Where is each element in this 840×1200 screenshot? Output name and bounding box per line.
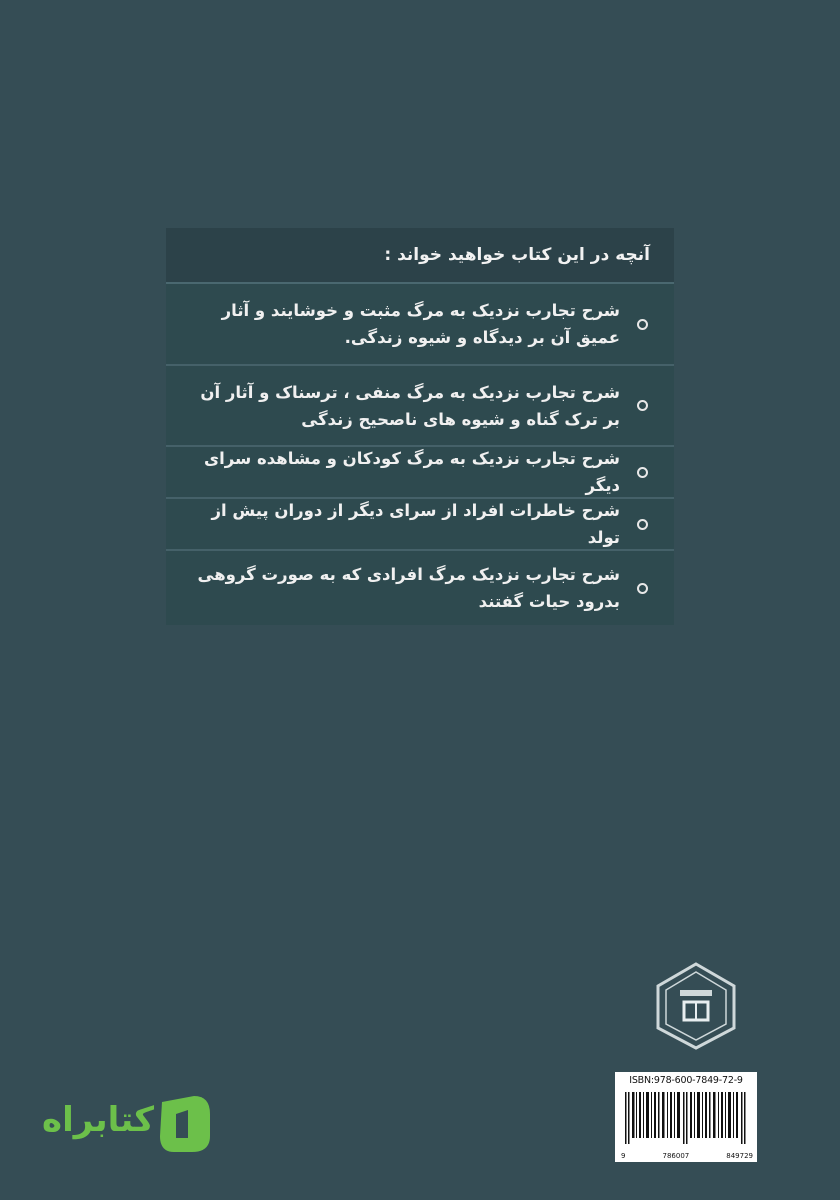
publisher-logo-icon	[650, 960, 742, 1052]
list-item-text: شرح تجارب نزدیک به مرگ منفی ، ترسناک و آثار آن بر ترک گناه و شیوه های ناصحیح زندگی	[200, 382, 620, 429]
barcode-digit-right: 849729	[726, 1152, 753, 1160]
bullet-icon	[634, 584, 650, 593]
bullet-icon	[634, 401, 650, 410]
list-item	[166, 447, 674, 499]
bullet-icon	[634, 320, 650, 329]
contents-panel	[166, 228, 674, 625]
list-item-text: شرح تجارب نزدیک مرگ افرادی که به صورت گروهی بدرود حیات گفتند	[197, 565, 620, 611]
list-item	[166, 551, 674, 625]
isbn-label: ISBN:978-600-7849-72-9	[629, 1075, 743, 1086]
list-item	[166, 366, 674, 447]
barcode-digit-left: 9	[621, 1152, 626, 1160]
list-item-text: شرح خاطرات افراد از سرای دیگر از دوران پیش از تولد	[211, 501, 620, 547]
contents-title: آنچه در این کتاب خواهید خواند :	[166, 228, 674, 284]
barcode	[615, 1072, 757, 1162]
list-item-text: شرح تجارب نزدیک به مرگ کودکان و مشاهده سرای دیگر	[203, 449, 620, 495]
ketabrah-logo	[42, 1092, 218, 1156]
bullet-icon	[634, 520, 650, 529]
barcode-digit-mid: 786007	[662, 1152, 690, 1160]
list-item-text: شرح تجارب نزدیک به مرگ مثبت و خوشایند و آثار عمیق آن بر دیدگاه و شیوه زندگی.	[221, 301, 620, 347]
list-item	[166, 284, 674, 366]
barcode-digits	[621, 1152, 753, 1160]
barcode-bars	[623, 1092, 749, 1144]
list-item	[166, 499, 674, 551]
brand-name: کتابراه	[42, 1100, 155, 1140]
bullet-icon	[634, 468, 650, 477]
book-leaf-icon	[154, 1092, 216, 1154]
